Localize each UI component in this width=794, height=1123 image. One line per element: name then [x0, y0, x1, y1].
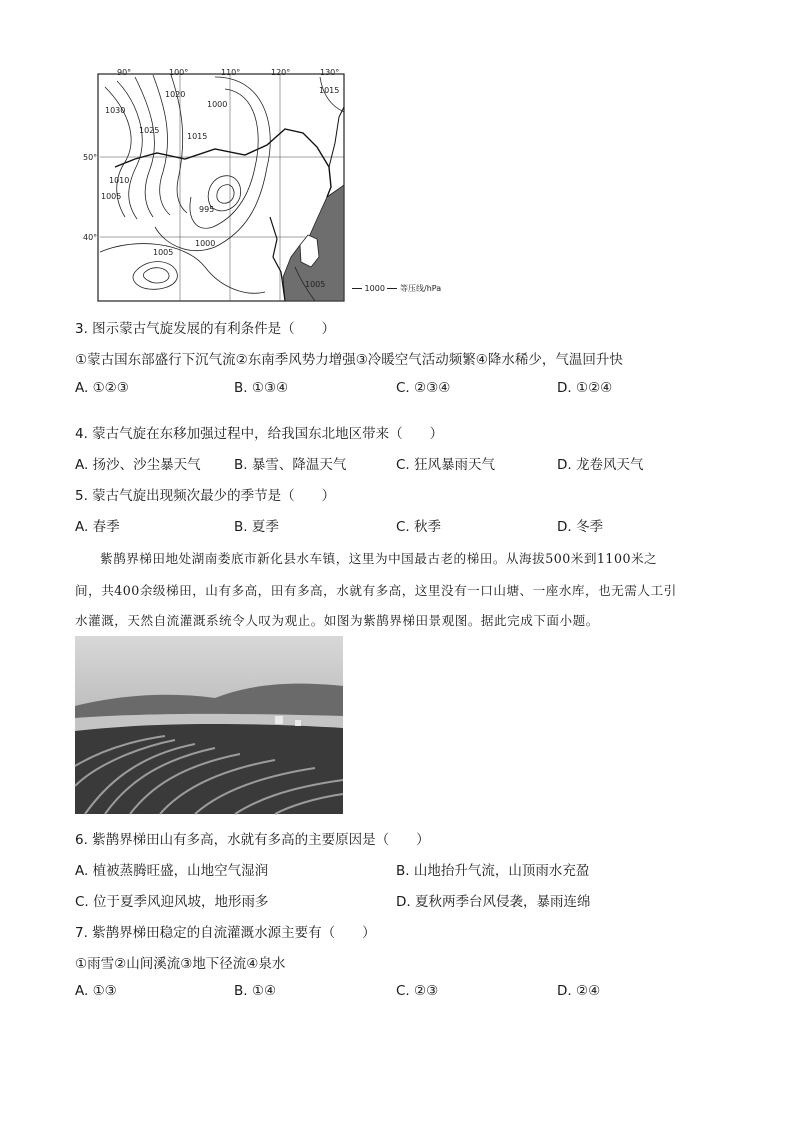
question-3-stem: 3. 图示蒙古气旋发展的有利条件是（ ）	[75, 321, 336, 337]
isobar-label: 1010	[109, 176, 130, 185]
option-b[interactable]: B. ①④	[234, 983, 277, 999]
isobar-label: 995	[199, 205, 215, 214]
lon-label: 100°	[169, 68, 189, 77]
option-c[interactable]: C. 狂风暴雨天气	[396, 457, 496, 473]
question-4-stem: 4. 蒙古气旋在东移加强过程中，给我国东北地区带来（ ）	[75, 426, 444, 442]
option-c[interactable]: C. ②③④	[396, 380, 451, 396]
lon-label: 120°	[271, 68, 291, 77]
isobar-label: 1000	[195, 239, 216, 248]
option-c[interactable]: C. ②③	[396, 983, 439, 999]
lat-label: 50°	[83, 153, 98, 162]
legend-value: 1000	[364, 284, 385, 293]
isobar-label: 1005	[101, 192, 122, 201]
isobar-label: 1015	[319, 86, 340, 95]
option-a[interactable]: A. 扬沙、沙尘暴天气	[75, 457, 201, 473]
isobar-label: 1015	[187, 132, 208, 141]
passage-line: 水灌溉，天然自流灌溉系统令人叹为观止。如图为紫鹊界梯田景观图。据此完成下面小题。	[75, 613, 599, 628]
question-7-stem: 7. 紫鹊界梯田稳定的自流灌溉水源主要有（ ）	[75, 925, 376, 941]
option-c[interactable]: C. 秋季	[396, 519, 442, 535]
isobar-label: 1000	[207, 100, 228, 109]
option-b[interactable]: B. 山地抬升气流，山顶雨水充盈	[396, 863, 590, 879]
option-a[interactable]: A. ①②③	[75, 380, 129, 396]
terrace-photo	[75, 636, 343, 814]
isobar-label: 1005	[153, 248, 174, 257]
question-7-statements: ①雨雪②山间溪流③地下径流④泉水	[75, 956, 286, 972]
map-legend	[352, 283, 441, 294]
passage-line: 间，共400余级梯田，山有多高，田有多高，水就有多高，这里没有一口山塘、一座水库，也无需人工引	[75, 583, 677, 598]
option-d[interactable]: D. 夏秋两季台风侵袭，暴雨连绵	[396, 894, 591, 910]
option-d[interactable]: D. ①②④	[557, 380, 613, 396]
question-3-statements: ①蒙古国东部盛行下沉气流②东南季风势力增强③冷暖空气活动频繁④降水稀少，气温回升快	[75, 352, 623, 368]
question-6-stem: 6. 紫鹊界梯田山有多高，水就有多高的主要原因是（ ）	[75, 832, 430, 848]
passage-line: 紫鹊界梯田地处湖南娄底市新化县水车镇，这里为中国最古老的梯田。从海拔500米到1100米之	[100, 551, 658, 566]
option-a[interactable]: A. 植被蒸腾旺盛，山地空气湿润	[75, 863, 269, 879]
option-a[interactable]: A. ①③	[75, 983, 117, 999]
lon-label: 90°	[117, 68, 132, 77]
option-d[interactable]: D. ②④	[557, 983, 601, 999]
option-a[interactable]: A. 春季	[75, 519, 120, 535]
isobar-label: 1030	[105, 106, 126, 115]
option-b[interactable]: B. ①③④	[234, 380, 289, 396]
option-b[interactable]: B. 暴雪、降温天气	[234, 457, 347, 473]
isobar-map	[83, 67, 350, 304]
isobar-label: 1005	[305, 280, 326, 289]
option-c[interactable]: C. 位于夏季风迎风坡，地形雨多	[75, 894, 269, 910]
isobar-label: 1025	[139, 126, 160, 135]
isobar-label: 1020	[165, 90, 186, 99]
question-5-stem: 5. 蒙古气旋出现频次最少的季节是（ ）	[75, 488, 336, 504]
option-d[interactable]: D. 龙卷风天气	[557, 457, 644, 473]
lon-label: 110°	[221, 68, 241, 77]
legend-text: 等压线/hPa	[400, 284, 442, 293]
option-b[interactable]: B. 夏季	[234, 519, 279, 535]
option-d[interactable]: D. 冬季	[557, 519, 603, 535]
lon-label: 130°	[320, 68, 340, 77]
lat-label: 40°	[83, 233, 98, 242]
